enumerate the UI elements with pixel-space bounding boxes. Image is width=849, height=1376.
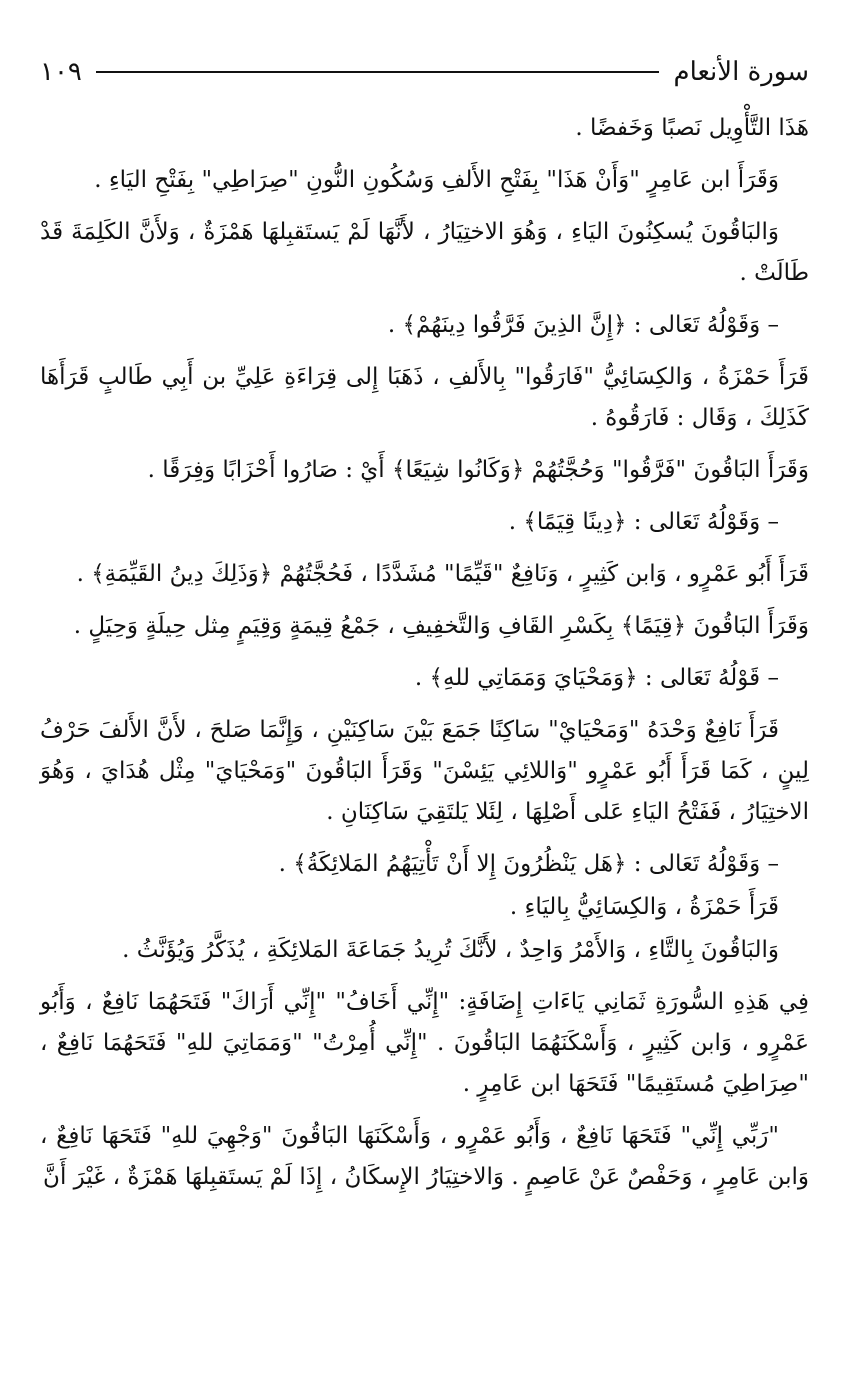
- header-rule: [96, 71, 660, 73]
- paragraph: وَالبَاقُونَ بِالتَّاءِ ، وَالأَمْرُ وَاحِدٌ ، لأَنَّكَ تُرِيدُ جَمَاعَةَ المَلائِكَةِ ، يُذَكَّرُ وَيُؤَنَّثُ .: [122, 937, 779, 963]
- paragraph: وَقَرَأَ ابن عَامِرٍ "وَأَنْ هَذَا" بِفَتْحِ الأَلفِ وَسُكُونِ النُّونِ "صِرَاطِي" بِفَتْحِ اليَاءِ .: [94, 167, 779, 193]
- paragraph: قَرَأَ نَافِعٌ وَحْدَهُ "وَمَحْيَايْ" سَاكِنًا جَمَعَ بَيْنَ سَاكِنَيْنِ ، وَإِنَّمَا صَلحَ ، لأَنَّ الأَلفَ حَرْفُ لِينٍ ، كَمَا قَرَأَ أَبُو عَمْرٍو "وَاللائِي يَئِسْنَ" وَقَرَأَ البَاقُونَ "وَمَحْيَايَ" مِثْل هُدَايَ ، وَهُوَ الاختِيَارُ ، فَفَتْحُ اليَاءِ عَلى أَصْلِهَا ، لِئَلا يَلتَقِيَ سَاكِنَانِ .: [40, 717, 809, 825]
- paragraph: – قَوْلُهُ تَعَالى : ﴿وَمَحْيَايَ وَمَمَاتِي للهِ﴾ .: [414, 665, 779, 691]
- paragraph: – وَقَوْلُهُ تَعَالى : ﴿إِنَّ الذِينَ فَرَّقُوا دِينَهُمْ﴾ .: [387, 312, 779, 338]
- page-body: [40, 108, 809, 1209]
- paragraph: – وَقَوْلُهُ تَعَالى : ﴿دِينًا قِيَمًا﴾ .: [508, 509, 779, 535]
- paragraph: وَقَرَأَ البَاقُونَ ﴿قِيَمًا﴾ بِكَسْرِ القَافِ وَالتَّخفِيفِ ، جَمْعُ قِيمَةٍ وَقِيَمٍ مِثل حِيلَةٍ وَحِيَلٍ .: [73, 613, 809, 639]
- paragraph: – وَقَوْلُهُ تَعَالى : ﴿هَل يَنْظُرُونَ إِلا أَنْ تَأْتِيَهُمُ المَلائِكَةُ﴾ .: [278, 851, 779, 877]
- paragraph: وَالبَاقُونَ يُسكِنُونَ اليَاءِ ، وَهُوَ الاختِيَارُ ، لأَنَّهَا لَمْ يَستَقبِلهَا هَمْزَةٌ ، وَلأَنَّ الكَلِمَةَ قَدْ طَالَتْ .: [40, 219, 809, 286]
- page-header: [40, 52, 809, 92]
- surah-title: سورة الأنعام: [673, 57, 809, 87]
- paragraph: فِي هَذِهِ السُّورَةِ ثَمَانِي يَاءَاتِ إِضَافَةٍ: "إِنِّي أَخَافُ" "إِنِّي أَرَاكَ" فَتَحَهُمَا نَافِعٌ ، وَأَبُو عَمْرٍو ، وَابن كَثِيرٍ ، وَأَسْكَنَهُمَا البَاقُونَ . "إِنِّي أُمِرْتُ" "وَمَمَاتِيَ للهِ" فَتَحَهُمَا نَافِعٌ ، "صِرَاطِيَ مُستَقِيمًا" فَتَحَهَا ابن عَامِرٍ .: [40, 989, 809, 1097]
- paragraph: وَقَرَأَ البَاقُونَ "فَرَّقُوا" وَحُجَّتُهُمْ ﴿وَكَانُوا شِيَعًا﴾ أَيْ : صَارُوا أَحْزَابًا وَفِرَقًا .: [147, 457, 809, 483]
- paragraph: "رَبِّي إِنِّي" فَتَحَهَا نَافِعٌ ، وَأَبُو عَمْرٍو ، وَأَسْكَنَهَا البَاقُونَ "وَجْهِيَ للهِ" فَتَحَهَا نَافِعٌ ، وَابن عَامِرٍ ، وَحَفْصٌ عَنْ عَاصِمٍ . وَالاختِيَارُ الإِسكَانُ ، إِذَا لَمْ يَستَقبِلهَا هَمْزَةٌ ، غَيْرَ أَنَّ: [40, 1123, 809, 1190]
- paragraph: قَرَأَ حَمْزَةُ ، وَالكِسَائِيُّ بِاليَاءِ .: [509, 894, 779, 920]
- paragraph: قَرَأَ حَمْزَةُ ، وَالكِسَائِيُّ "فَارَقُوا" بِالأَلفِ ، ذَهَبَا إِلى قِرَاءَةِ عَلِيِّ بن أَبِي طَالبٍ قَرَأَهَا كَذَلِكَ ، وَقَال : فَارَقُوهُ .: [40, 364, 809, 431]
- paragraph: قَرَأَ أَبُو عَمْرٍو ، وَابن كَثِيرٍ ، وَنَافِعٌ "قَيِّمًا" مُشَدَّدًا ، فَحُجَّتُهُمْ ﴿وَذَلِكَ دِينُ القَيِّمَةِ﴾ .: [76, 561, 809, 587]
- paragraph: هَذَا التَّأْوِيل نَصبًا وَخَفضًا .: [575, 115, 809, 141]
- page-number: ١٠٩: [40, 57, 82, 87]
